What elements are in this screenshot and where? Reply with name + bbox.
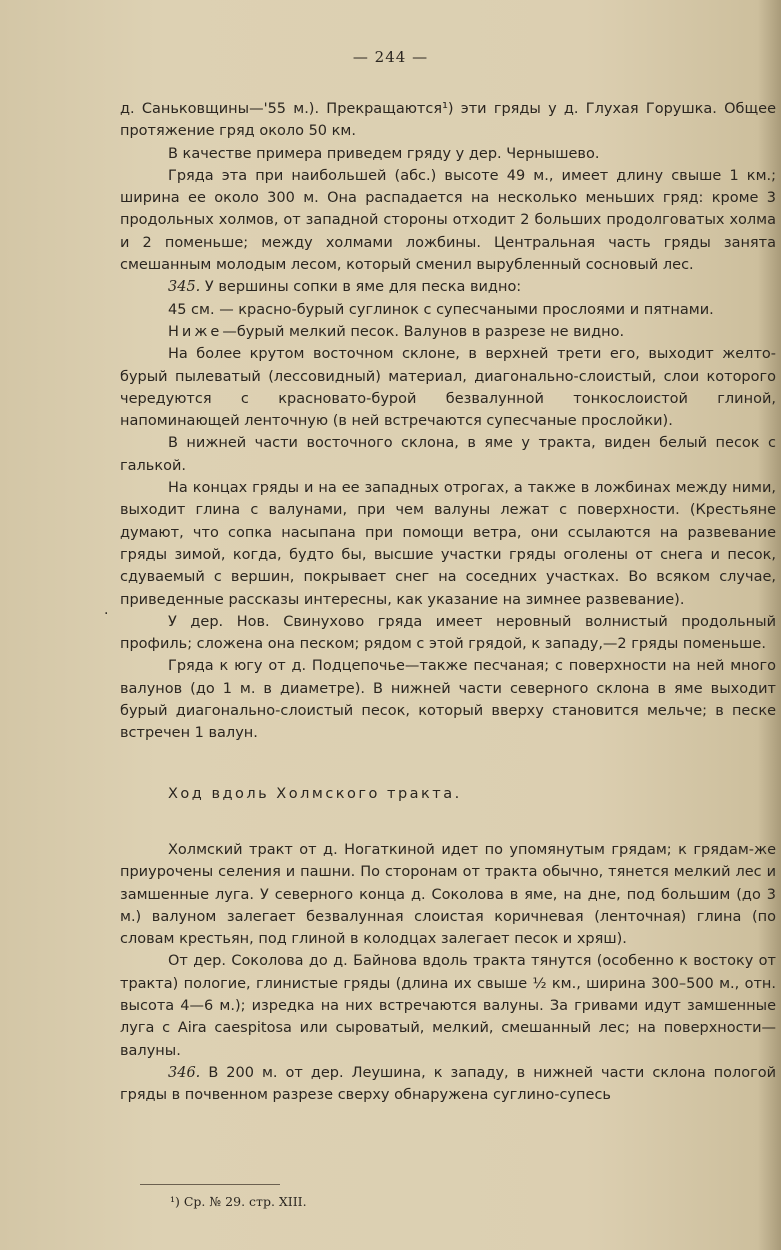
section-intro-text: У вершины сопки в яме для песка видно: bbox=[204, 279, 522, 296]
body-text bbox=[120, 98, 776, 1106]
section-number: 345. bbox=[168, 279, 201, 296]
layer-description-below bbox=[120, 321, 776, 343]
below-text: —бурый мелкий песок. Валунов в разрезе не видно. bbox=[222, 323, 625, 340]
layer-description: 45 см. — красно-бурый суглинок с супесчаными прослоями и пятнами. bbox=[168, 301, 714, 318]
section-346 bbox=[120, 1062, 776, 1107]
paragraph: Холмский тракт от д. Ногаткиной идет по упомянутым грядам; к грядам-же приурочены селения и пашни. По сторонам от тракта обычно, тянется мелкий лес и замшенные луга. У северного конца д. Соколова в яме, на дне, под большим (до 3 м.) валуном залегает безвалунная слоистая коричневая (ленточная) глина (по словам крестьян, под глиной в колодцах залегает песок и хряш). bbox=[120, 841, 776, 948]
paragraph: В нижней части восточного склона, в яме у тракта, виден белый песок с галькой. bbox=[120, 435, 776, 474]
page-number: — 244 — bbox=[352, 48, 429, 66]
paragraph: От дер. Соколова до д. Байнова вдоль тракта тянутся (особенно к востоку от тракта) пологие, глинистые гряды (длина их свыше ½ км., ширина 300–500 м., отн. высота 4—6 м.); изредка на них встречаются валуны. За гривами идут замшенные луга с Aira caespitosa или сыроватый, мелкий, смешанный лес; на поверхности—валуны. bbox=[120, 953, 776, 1059]
paragraph: У дер. Нов. Свинухово гряда имеет неровный волнистый продольный профиль; сложена она песком; рядом с этой грядой, к западу,—2 гряды поменьше. bbox=[120, 613, 776, 653]
margin-mark: · bbox=[104, 606, 109, 622]
paragraph: д. Саньковщины—'55 м.). Прекращаются¹) эти гряды у д. Глухая Горушка. Общее протяжение гряд около 50 км. bbox=[120, 101, 776, 140]
section-346-text: В 200 м. от дер. Леушина, к западу, в нижней части склона пологой гряды в почвенном разрезе сверху обнаружена суглино-супесь bbox=[120, 1064, 776, 1104]
footnote: ¹) Ср. № 29. стр. XIII. bbox=[170, 1194, 307, 1209]
footnote-divider bbox=[140, 1184, 280, 1185]
below-label: Ниже bbox=[168, 323, 223, 340]
paragraph: Гряда к югу от д. Подцепочье—также песчаная; с поверхности на ней много валунов (до 1 м. в диаметре). В нижней части северного склона в яме выходит бурый диагонально-слоистый песок, который вверху становится мельче; в песке встречен 1 валун. bbox=[120, 658, 776, 742]
paragraph: На концах гряды и на ее западных отрогах, а также в ложбинах между ними, выходит глина с валунами, при чем валуны лежат с поверхности. (Крестьяне думают, что сопка насыпана при помощи ветра, они ссылаются на развевание гряды зимой, когда, будто бы, высшие участки гряды оголены от снега и песок, сдуваемый с вершин, покрывает снег на соседних участках. Во всяком случае, приведенные рассказы интересны, как указание на зимнее развевание). bbox=[120, 480, 776, 608]
paragraph: В качестве примера приведем гряду у дер. Чернышево. bbox=[168, 145, 600, 162]
paragraph: На более крутом восточном склоне, в верхней трети его, выходит желто-бурый пылеватый (лессовидный) материал, диагонально-слоистый, слои которого чередуются с красновато-бурой безвалунной тонкослоистой глиной, напоминающей ленточную (в ней встречаются супесчаные прослойки). bbox=[120, 346, 776, 430]
section-heading: Ход вдоль Холмского тракта. bbox=[168, 785, 462, 802]
paragraph: Гряда эта при наибольшей (абс.) высоте 49 м., имеет длину свыше 1 км.; ширина ее около 300 м. Она распадается на несколько меньших гряд: кроме 3 продольных холмов, от западной стороны отходит 2 больших продолговатых холма и 2 поменьше; между холмами ложбины. Центральная часть гряды занята смешанным молодым лесом, который сменил вырубленный сосновый лес. bbox=[120, 167, 776, 274]
section-number: 346. bbox=[168, 1064, 201, 1081]
section-345-intro bbox=[120, 276, 776, 298]
